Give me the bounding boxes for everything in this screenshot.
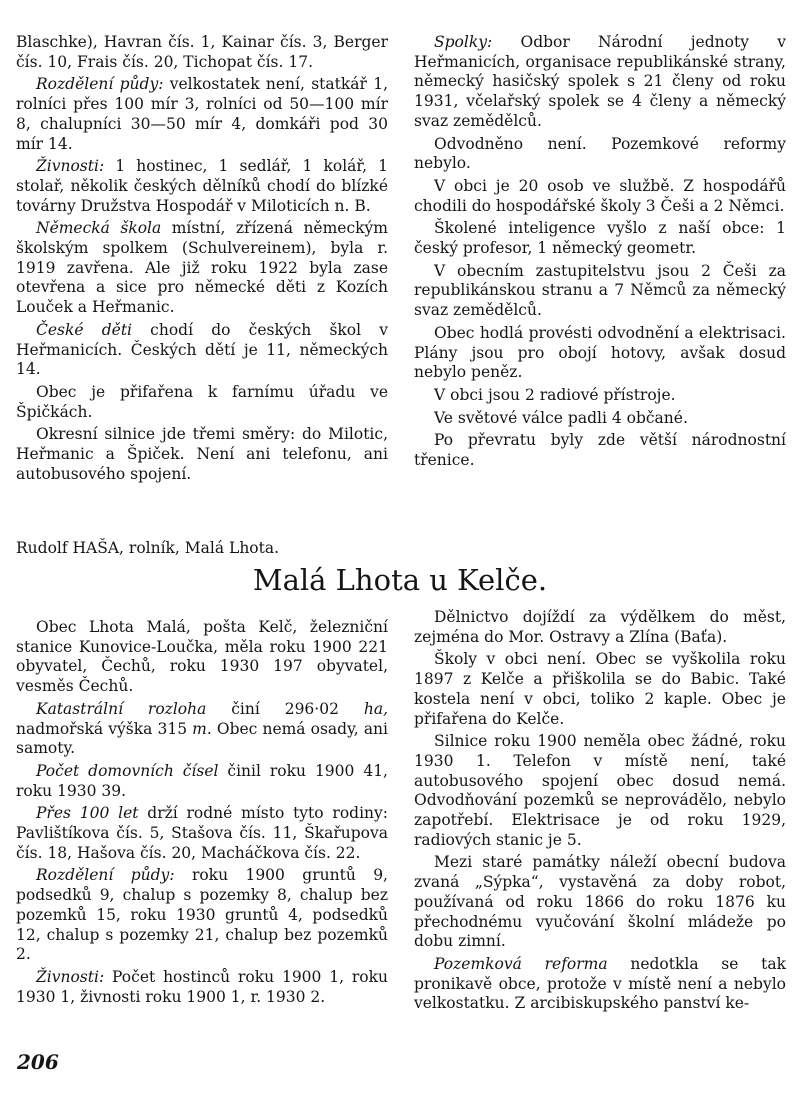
paragraph: Rozdělení půdy: velkostatek není, statkář 1, rolníci přes 100 mír 3, rolníci od 50—100 mír 8, chalupníci 30—50 mír 4, domkáři pod 30 mír 14. bbox=[16, 75, 388, 153]
paragraph: Silnice roku 1900 neměla obec žádné, roku 1930 1. Telefon v místě není, také autobusového spojení obec dosud nemá. Odvodňování pozemků se neprovádělo, nebylo zapotřebí. Elektrisace je od roku 1929, radiových stanic je 5. bbox=[414, 732, 786, 849]
paragraph: Mezi staré památky náleží obecní budova zvaná „Sýpka“, vystavěná za doby robot, používaná od roku 1866 do roku 1876 ku přechodnému vyučování školní mládeže po dobu zimní. bbox=[414, 853, 786, 951]
paragraph: Počet domovních čísel činil roku 1900 41, roku 1930 39. bbox=[16, 761, 388, 800]
paragraph: Obec je přifařena k farnímu úřadu ve Špičkách. bbox=[16, 382, 388, 421]
top-right-column bbox=[414, 33, 786, 474]
section-title: Malá Lhota u Kelče. bbox=[252, 563, 548, 597]
paragraph: Přes 100 let drží rodné místo tyto rodiny: Pavlištíkova čís. 5, Stašova čís. 11, Škařupova čís. 18, Hašova čís. 20, Macháčkova čís. 22. bbox=[16, 804, 388, 862]
paragraph: Blaschke), Havran čís. 1, Kainar čís. 3, Berger čís. 10, Frais čís. 20, Tichopat čís. 17. bbox=[16, 33, 388, 71]
paragraph: Odvodněno není. Pozemkové reformy nebylo. bbox=[414, 134, 786, 173]
paragraph: V obci jsou 2 radiové přístroje. bbox=[434, 385, 676, 404]
paragraph: Ve světové válce padli 4 občané. bbox=[434, 408, 688, 427]
paragraph: Školené inteligence vyšlo z naší obce: 1 český profesor, 1 německý geometr. bbox=[414, 219, 786, 258]
paragraph: Živnosti: Počet hostinců roku 1900 1, roku 1930 1, živnosti roku 1900 1, r. 1930 2. bbox=[16, 967, 388, 1006]
author-line: Rudolf HAŠA, rolník, Malá Lhota. bbox=[16, 539, 280, 557]
paragraph: Německá škola místní, zřízená německým školským spolkem (Schulvereinem), byla r. 1919 zavřena. Ale již roku 1922 byla zase otevřena a sice pro německé děti z Kozích Louček a Heřmanic. bbox=[16, 219, 388, 317]
bottom-right-column bbox=[414, 608, 786, 1017]
paragraph: České děti chodí do českých škol v Heřmanicích. Českých dětí je 11, německých 14. bbox=[16, 320, 389, 379]
paragraph: Školy v obci není. Obec se vyškolila roku 1897 z Kelče a přiškolila se do Babic. Také kostela není v obci, toliko 2 kaple. Obec je přifařena do Kelče. bbox=[414, 650, 786, 728]
page-number: 206 bbox=[17, 1050, 59, 1074]
bottom-left-column bbox=[16, 618, 388, 1010]
paragraph: Živnosti: 1 hostinec, 1 sedlář, 1 kolář, 1 stolař, několik českých dělníků chodí do blízké továrny Družstva Hospodář v Miloticích n. B. bbox=[16, 157, 388, 215]
paragraph: Pozemková reforma nedotkla se tak pronikavě obce, protože v místě není a nebylo velkostatku. Z arcibiskupského panství ke- bbox=[414, 954, 787, 1013]
paragraph: Obec hodlá provésti odvodnění a elektrisaci. Plány jsou pro obojí hotovy, avšak dosud nebylo peněz. bbox=[414, 323, 786, 382]
paragraph: V obci je 20 osob ve službě. Z hospodářů chodili do hospodářské školy 3 Češi a 2 Němci. bbox=[414, 176, 786, 215]
paragraph: Po převratu byly zde větší národnostní třenice. bbox=[414, 431, 786, 470]
paragraph: Dělnictvo dojíždí za výdělkem do měst, zejména do Mor. Ostravy a Zlína (Baťa). bbox=[414, 608, 786, 646]
paragraph: V obecním zastupitelstvu jsou 2 Češi za republikánskou stranu a 7 Němců za německý svaz zemědělců. bbox=[414, 261, 786, 320]
top-left-column bbox=[16, 33, 388, 487]
paragraph: Spolky: Odbor Národní jednoty v Heřmanicích, organisace republikánské strany, německý hasičský spolek s 21 členy od roku 1931, včelařský spolek se 4 členy a německý svaz zemědělců. bbox=[414, 33, 786, 130]
paragraph: Katastrální rozloha činí 296·02 ha, nadmořská výška 315 m. Obec nemá osady, ani samoty. bbox=[16, 699, 389, 758]
paragraph: Obec Lhota Malá, pošta Kelč, železniční stanice Kunovice-Loučka, měla roku 1900 221 obyvatel, Čechů, roku 1930 197 obyvatel, vesměs Čechů. bbox=[16, 618, 388, 696]
paragraph: Rozdělení půdy: roku 1900 gruntů 9, podsedků 9, chalup s pozemky 8, chalup bez pozemků 15, roku 1930 gruntů 4, podsedků 12, chalup s pozemky 21, chalup bez pozemků 2. bbox=[16, 866, 388, 964]
paragraph: Okresní silnice jde třemi směry: do Milotic, Heřmanic a Špiček. Není ani telefonu, ani autobusového spojení. bbox=[16, 425, 388, 483]
